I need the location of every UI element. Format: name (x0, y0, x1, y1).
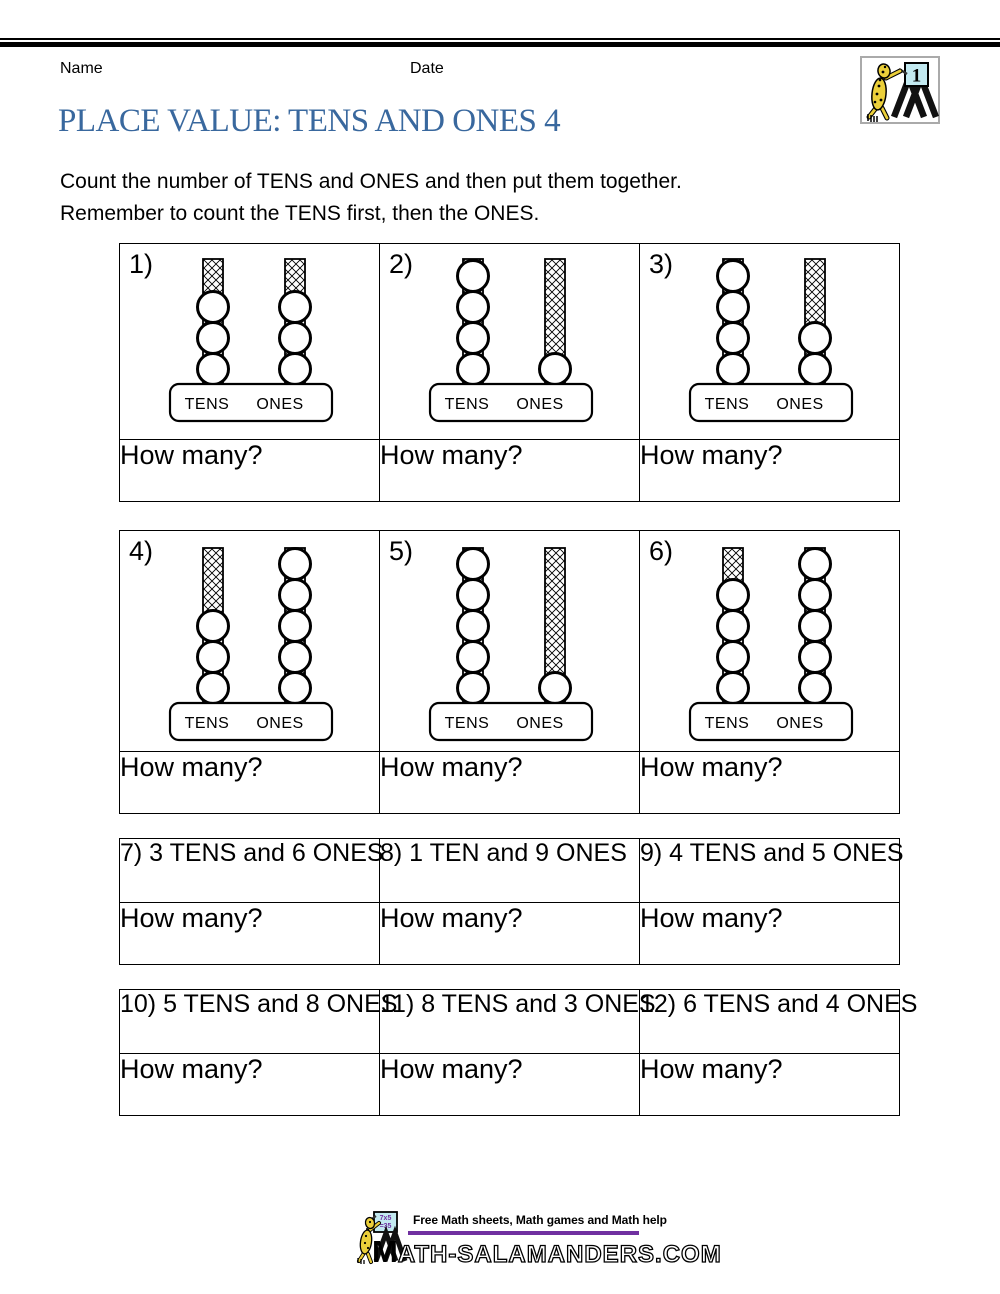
picture-problem-cell-1 (120, 244, 380, 440)
problem-number: 1) (129, 249, 154, 279)
answer-cell-9: How many? (640, 903, 900, 965)
page-title: PLACE VALUE: TENS AND ONES 4 (58, 103, 561, 139)
salamander-logo-icon (860, 56, 940, 124)
answer-cell-8: How many? (380, 903, 640, 965)
answer-row (120, 440, 900, 502)
problems-table-1 (119, 243, 900, 502)
answer-cell-7: How many? (120, 903, 380, 965)
text-problem-cell-12: 12) 6 TENS and 4 ONES (640, 990, 900, 1054)
svg-text:ONES: ONES (516, 715, 564, 732)
answer-cell-3: How many? (640, 440, 900, 502)
picture-problem-cell-6 (640, 531, 900, 752)
text-problem-row (120, 990, 900, 1054)
answer-row (120, 903, 900, 965)
top-rule-thick (0, 42, 1000, 47)
picture-problem-cell-2 (380, 244, 640, 440)
board-line-1: 7x5 (379, 1215, 392, 1222)
svg-text:TENS: TENS (184, 715, 230, 732)
problem-number: 2) (389, 249, 414, 279)
text-problem-cell-10: 10) 5 TENS and 8 ONES (120, 990, 380, 1054)
problem-number: 4) (129, 536, 154, 566)
answer-cell-11: How many? (380, 1054, 640, 1116)
svg-text:TENS: TENS (444, 715, 490, 732)
abacus-graphic (380, 256, 640, 431)
wordmark-initial: M (372, 1234, 398, 1269)
footer-wordmark (372, 1234, 722, 1270)
board-line-2: =35 (379, 1223, 392, 1230)
svg-text:TENS: TENS (444, 396, 490, 413)
answer-row (120, 752, 900, 814)
problem-number: 6) (649, 536, 674, 566)
answer-cell-1: How many? (120, 440, 380, 502)
answer-cell-2: How many? (380, 440, 640, 502)
picture-problem-cell-3 (640, 244, 900, 440)
wordmark-rest: ATH-SALAMANDERS.COM (397, 1241, 722, 1268)
date-label: Date (410, 60, 444, 77)
text-problem-cell-7: 7) 3 TENS and 6 ONES (120, 839, 380, 903)
problem-number: 3) (649, 249, 674, 279)
abacus-graphic (120, 545, 380, 750)
svg-text:ONES: ONES (256, 715, 304, 732)
svg-text:ONES: ONES (516, 396, 564, 413)
abacus-graphic (640, 545, 900, 750)
svg-text:TENS: TENS (184, 396, 230, 413)
answer-cell-12: How many? (640, 1054, 900, 1116)
abacus-graphic (640, 256, 900, 431)
instruction-line-1: Count the number of TENS and ONES and then put them together. (60, 170, 682, 193)
text-problem-cell-11: 11) 8 TENS and 3 ONES (380, 990, 640, 1054)
abacus-graphic (120, 256, 380, 431)
abacus-graphic (380, 545, 640, 750)
picture-row (120, 244, 900, 440)
logo-number: 1 (911, 65, 922, 87)
text-problem-cell-9: 9) 4 TENS and 5 ONES (640, 839, 900, 903)
footer-tagline: Free Math sheets, Math games and Math help (413, 1213, 667, 1227)
problems-table-3 (119, 838, 904, 965)
picture-problem-cell-5 (380, 531, 640, 752)
site-logo (860, 56, 940, 124)
svg-text:ONES: ONES (776, 715, 824, 732)
svg-text:ONES: ONES (776, 396, 824, 413)
problems-table-2 (119, 530, 900, 814)
picture-row (120, 531, 900, 752)
answer-cell-5: How many? (380, 752, 640, 814)
problems-table-4 (119, 989, 918, 1116)
answer-row (120, 1054, 900, 1116)
text-problem-row (120, 839, 900, 903)
name-label: Name (60, 60, 103, 77)
answer-cell-6: How many? (640, 752, 900, 814)
problem-number: 5) (389, 536, 414, 566)
svg-text:TENS: TENS (704, 396, 750, 413)
answer-cell-4: How many? (120, 752, 380, 814)
text-problem-cell-8: 8) 1 TEN and 9 ONES (380, 839, 640, 903)
svg-text:TENS: TENS (704, 715, 750, 732)
picture-problem-cell-4 (120, 531, 380, 752)
answer-cell-10: How many? (120, 1054, 380, 1116)
svg-text:ONES: ONES (256, 396, 304, 413)
top-rule-thin (0, 38, 1000, 40)
instruction-line-2: Remember to count the TENS first, then the ONES. (60, 202, 540, 225)
